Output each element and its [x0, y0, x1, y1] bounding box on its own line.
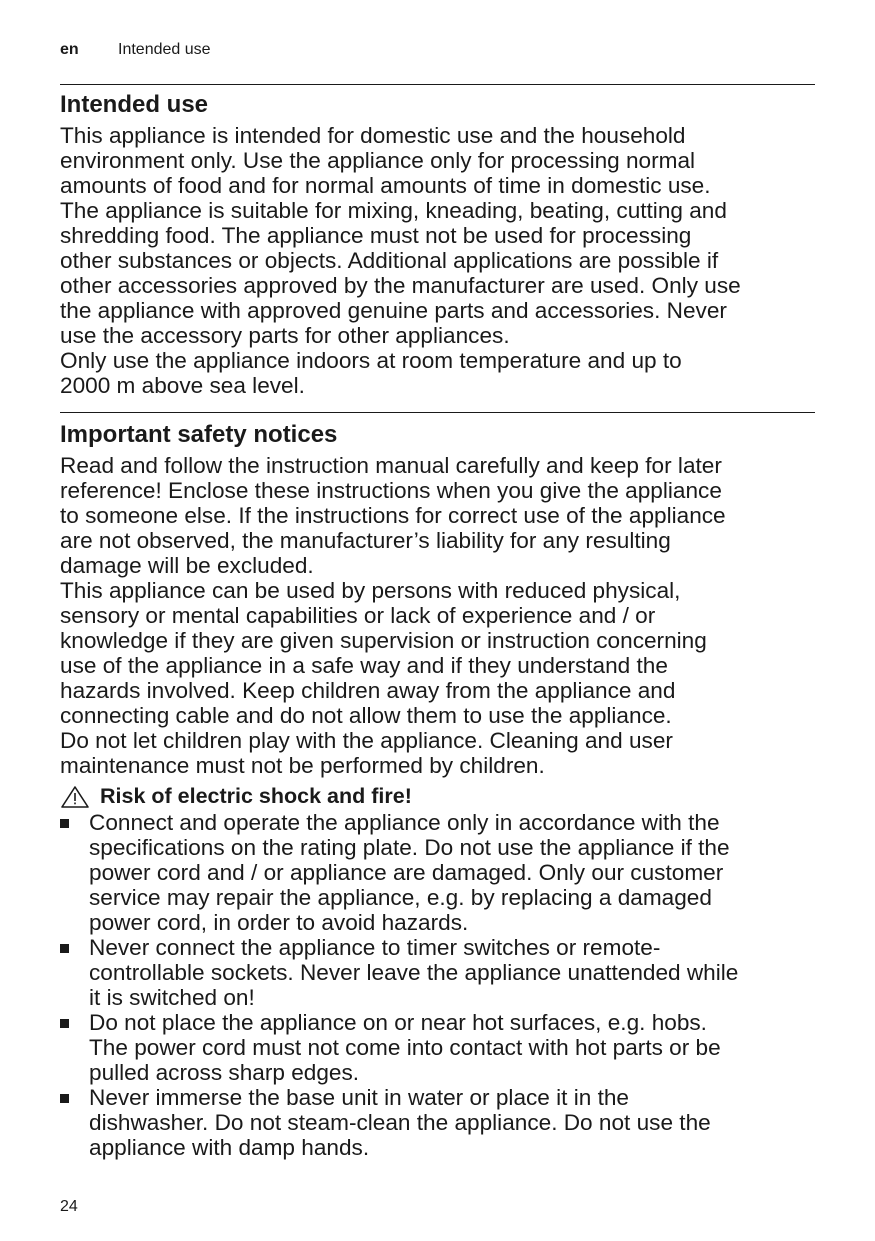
- text-line: Only use the appliance indoors at room temperature and up to: [60, 348, 682, 373]
- text-line: amounts of food and for normal amounts of time in domestic use.: [60, 173, 711, 198]
- safety-bullet-list: [60, 810, 738, 1160]
- bullet-icon: [60, 1094, 69, 1103]
- text-line: environment only. Use the appliance only for processing normal: [60, 148, 696, 173]
- text-line: power cord, in order to avoid hazards.: [89, 910, 469, 935]
- text-line: This appliance can be used by persons with reduced physical,: [60, 578, 681, 603]
- warning-heading: [60, 784, 412, 809]
- text-line: use of the appliance in a safe way and if they understand the: [60, 653, 668, 678]
- text-line: sensory or mental capabilities or lack of experience and / or: [60, 603, 656, 628]
- text-line: Connect and operate the appliance only in accordance with the: [89, 810, 720, 835]
- language-code: en: [60, 41, 79, 58]
- warning-text: Risk of electric shock and fire!: [100, 784, 412, 808]
- text-line: Do not let children play with the appliance. Cleaning and user: [60, 728, 673, 753]
- text-line: shredding food. The appliance must not be used for processing: [60, 223, 692, 248]
- list-item: [60, 1085, 738, 1160]
- text-line: other accessories approved by the manufacturer are used. Only use: [60, 273, 741, 298]
- section-title-intended-use: Intended use: [60, 91, 209, 118]
- text-line: knowledge if they are given supervision or instruction concerning: [60, 628, 707, 653]
- text-line: appliance with damp hands.: [89, 1135, 370, 1160]
- text-line: to someone else. If the instructions for correct use of the appliance: [60, 503, 726, 528]
- text-line: hazards involved. Keep children away from the appliance and: [60, 678, 676, 703]
- text-line: Never connect the appliance to timer switches or remote-: [89, 935, 661, 960]
- intended-use-body: [60, 123, 741, 398]
- text-line: The power cord must not come into contact with hot parts or be: [89, 1035, 721, 1060]
- text-line: it is switched on!: [89, 985, 255, 1010]
- text-line: Do not place the appliance on or near hot surfaces, e.g. hobs.: [89, 1010, 707, 1035]
- warning-triangle-icon: [60, 785, 90, 809]
- section-divider: [60, 84, 815, 85]
- bullet-icon: [60, 1019, 69, 1028]
- safety-body: [60, 453, 726, 778]
- bullet-icon: [60, 819, 69, 828]
- text-line: dishwasher. Do not steam-clean the appliance. Do not use the: [89, 1110, 711, 1135]
- text-line: specifications on the rating plate. Do not use the appliance if the: [89, 835, 730, 860]
- text-line: The appliance is suitable for mixing, kneading, beating, cutting and: [60, 198, 727, 223]
- text-line: the appliance with approved genuine parts and accessories. Never: [60, 298, 727, 323]
- text-line: are not observed, the manufacturer’s liability for any resulting: [60, 528, 671, 553]
- text-line: Read and follow the instruction manual carefully and keep for later: [60, 453, 722, 478]
- text-line: Never immerse the base unit in water or place it in the: [89, 1085, 629, 1110]
- list-item: [60, 810, 738, 935]
- text-line: pulled across sharp edges.: [89, 1060, 360, 1085]
- list-item: [60, 1010, 738, 1085]
- text-line: service may repair the appliance, e.g. by replacing a damaged: [89, 885, 712, 910]
- section-title-safety: Important safety notices: [60, 421, 338, 448]
- text-line: damage will be excluded.: [60, 553, 314, 578]
- text-line: 2000 m above sea level.: [60, 373, 305, 398]
- text-line: use the accessory parts for other appliances.: [60, 323, 510, 348]
- bullet-icon: [60, 944, 69, 953]
- section-divider: [60, 412, 815, 413]
- text-line: controllable sockets. Never leave the appliance unattended while: [89, 960, 739, 985]
- text-line: This appliance is intended for domestic use and the household: [60, 123, 686, 148]
- text-line: maintenance must not be performed by children.: [60, 753, 545, 778]
- list-item: [60, 935, 738, 1010]
- text-line: reference! Enclose these instructions when you give the appliance: [60, 478, 722, 503]
- text-line: power cord and / or appliance are damaged. Only our customer: [89, 860, 724, 885]
- text-line: other substances or objects. Additional applications are possible if: [60, 248, 719, 273]
- text-line: connecting cable and do not allow them to use the appliance.: [60, 703, 672, 728]
- page-number: 24: [60, 1198, 78, 1215]
- running-header: Intended use: [118, 41, 211, 58]
